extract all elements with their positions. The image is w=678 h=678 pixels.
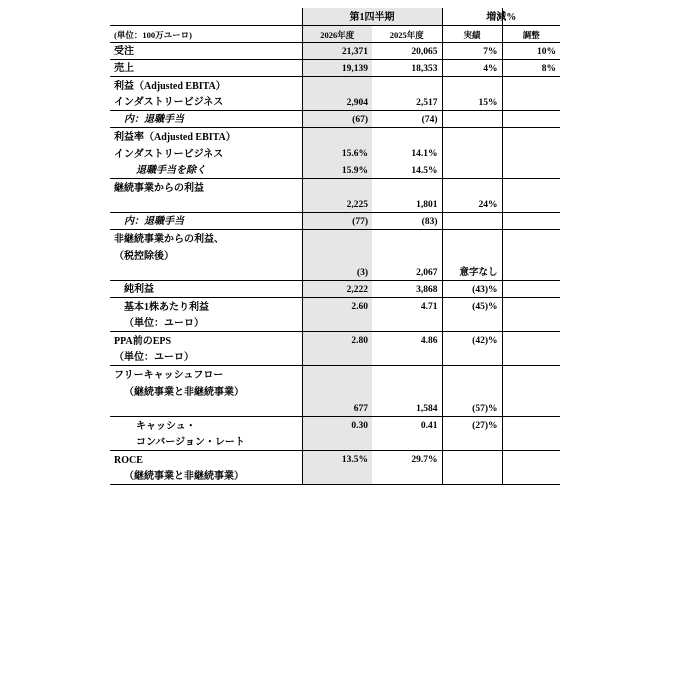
cell-change-actual: 4%: [442, 59, 502, 76]
row-label: PPA前のEPS: [110, 331, 302, 348]
cell-previous-period: 4.71: [372, 297, 442, 314]
cell-change-actual: (42)%: [472, 336, 498, 347]
cell-change-adjusted: [502, 399, 560, 416]
cell-change-adjusted: [502, 467, 560, 484]
cell-current-period: 677: [302, 399, 372, 416]
cell-current-period: 2,222: [302, 280, 372, 297]
cell-previous-period: 20,065: [372, 42, 442, 59]
table-row: [110, 161, 560, 178]
cell-change-actual: [442, 212, 502, 229]
cell-change-adjusted: [502, 127, 560, 144]
cell-change-actual: (57)%: [442, 399, 502, 416]
table-row: [110, 195, 560, 212]
cell-current-period: [302, 76, 372, 93]
table-header-columns-row: [110, 25, 560, 42]
vertical-rule-label: [302, 8, 303, 485]
row-label: 基本1株あたり利益: [110, 297, 302, 314]
row-label: 非継続事業からの利益、: [110, 229, 302, 246]
cell-current-period: [302, 433, 372, 450]
cell-change-adjusted: [502, 246, 560, 263]
cell-previous-period: 1,801: [372, 195, 442, 212]
row-label: 継続事業からの利益: [110, 178, 302, 195]
header-unit-label: (単位：100万ユーロ): [110, 25, 302, 42]
cell-previous-period: [372, 365, 442, 382]
table-row: [110, 348, 560, 365]
table-row: [110, 59, 560, 76]
cell-change-actual: [442, 467, 502, 484]
cell-previous-period: 3,868: [372, 280, 442, 297]
cell-change-actual: 15%: [442, 93, 502, 110]
cell-change-adjusted: [502, 365, 560, 382]
row-label: （単位：ユーロ）: [110, 348, 302, 365]
cell-change-actual: [442, 348, 502, 365]
cell-change-actual: [442, 433, 502, 450]
cell-change-actual: [442, 161, 502, 178]
cell-change-adjusted: [502, 348, 560, 365]
cell-change-actual: [442, 314, 502, 331]
cell-change-adjusted: [502, 178, 560, 195]
cell-change-actual: [442, 246, 502, 263]
cell-current-period: (77): [302, 212, 372, 229]
table-body: [110, 8, 560, 484]
cell-current-period: 2.60: [302, 297, 372, 314]
table-row: [110, 144, 560, 161]
cell-current-period: 19,139: [302, 59, 372, 76]
cell-current-period: 0.30: [302, 416, 372, 433]
row-label: [110, 195, 302, 212]
cell-previous-period: 2,067: [372, 263, 442, 280]
cell-current-period: 13.5%: [302, 450, 372, 467]
cell-current-period: 2,904: [302, 93, 372, 110]
cell-current-period: (67): [302, 110, 372, 127]
row-label: 退職手当を除く: [110, 161, 302, 178]
cell-current-period: 2,225: [302, 195, 372, 212]
cell-change-actual: 7%: [442, 42, 502, 59]
table-row: [110, 110, 560, 127]
cell-change-adjusted: [502, 195, 560, 212]
cell-change-adjusted: [502, 161, 560, 178]
table-row: [110, 331, 560, 348]
cell-current-period: [302, 314, 372, 331]
table-row: [110, 382, 560, 399]
row-label: 売上: [110, 59, 302, 76]
table-row: [110, 212, 560, 229]
row-label: コンバージョン・レート: [110, 433, 302, 450]
table-row: [110, 93, 560, 110]
table-row: [110, 450, 560, 467]
cell-current-period: [302, 348, 372, 365]
table-row: [110, 399, 560, 416]
cell-change-actual: [442, 178, 502, 195]
row-label: ROCE: [110, 450, 302, 467]
table-row: [110, 280, 560, 297]
cell-change-adjusted: [502, 76, 560, 93]
table-row: [110, 76, 560, 93]
cell-change-adjusted: [502, 229, 560, 246]
cell-previous-period: [372, 314, 442, 331]
cell-current-period: [302, 365, 372, 382]
cell-change-adjusted: [502, 382, 560, 399]
cell-change-adjusted: [502, 280, 560, 297]
row-label: 純利益: [110, 280, 302, 297]
cell-previous-period: [372, 433, 442, 450]
table-row: [110, 42, 560, 59]
header-col-previous: 2025年度: [372, 25, 442, 42]
row-label: （継続事業と非継続事業）: [110, 467, 302, 484]
table-row: [110, 297, 560, 314]
cell-change-actual: [442, 110, 502, 127]
cell-change-actual: [442, 382, 502, 399]
table-row: [110, 178, 560, 195]
cell-change-adjusted: [502, 212, 560, 229]
vertical-rule-adj: [502, 8, 503, 485]
cell-previous-period: 14.5%: [372, 161, 442, 178]
vertical-rule-prev: [442, 8, 443, 485]
row-label: フリーキャッシュフロー: [110, 365, 302, 382]
cell-change-adjusted: [502, 144, 560, 161]
header-col-adjusted: 調整: [502, 25, 560, 42]
header-group-left: [110, 8, 302, 25]
cell-change-adjusted: [502, 297, 560, 314]
cell-previous-period: (74): [372, 110, 442, 127]
cell-previous-period: 4.86: [372, 331, 442, 348]
cell-change-actual: [442, 127, 502, 144]
cell-change-adjusted: [502, 331, 560, 348]
cell-change-actual: 24%: [442, 195, 502, 212]
cell-current-period: [302, 467, 372, 484]
row-label: 内：退職手当: [110, 110, 302, 127]
cell-change-adjusted: [502, 450, 560, 467]
cell-previous-period: [372, 178, 442, 195]
header-group-quarter: 第1四半期: [302, 8, 442, 25]
header-col-actual: 実績: [442, 25, 502, 42]
cell-change-actual: [442, 76, 502, 93]
cell-change-actual: [442, 144, 502, 161]
row-label: （単位：ユーロ）: [110, 314, 302, 331]
row-label: 利益（Adjusted EBITA）: [110, 76, 302, 93]
cell-current-period: 2.80: [302, 331, 372, 348]
table-row: [110, 127, 560, 144]
cell-change-adjusted: [502, 433, 560, 450]
cell-previous-period: 0.41: [372, 416, 442, 433]
row-label: キャッシュ・: [110, 416, 302, 433]
cell-previous-period: 2,517: [372, 93, 442, 110]
financial-summary-table: [110, 8, 560, 485]
cell-current-period: (3): [302, 263, 372, 280]
table-header-group-row: [110, 8, 560, 25]
cell-change-adjusted: [502, 314, 560, 331]
cell-change-adjusted: 10%: [502, 42, 560, 59]
cell-previous-period: [372, 467, 442, 484]
table-row: [110, 467, 560, 484]
cell-previous-period: [372, 348, 442, 365]
row-label: インダストリービジネス: [110, 144, 302, 161]
cell-current-period: 21,371: [302, 42, 372, 59]
row-label: （継続事業と非継続事業）: [110, 382, 302, 399]
cell-current-period: [302, 246, 372, 263]
row-label: （税控除後）: [110, 246, 302, 263]
cell-change-actual: [442, 229, 502, 246]
cell-previous-period: [372, 229, 442, 246]
cell-current-period: [302, 178, 372, 195]
cell-previous-period: [372, 382, 442, 399]
table-row: [110, 416, 560, 433]
row-label: [110, 263, 302, 280]
cell-previous-period: [372, 76, 442, 93]
cell-previous-period: 1,584: [372, 399, 442, 416]
cell-change-adjusted: 8%: [502, 59, 560, 76]
row-label: 利益率（Adjusted EBITA）: [110, 127, 302, 144]
cell-previous-period: 14.1%: [372, 144, 442, 161]
cell-previous-period: [372, 127, 442, 144]
cell-change-actual: [442, 450, 502, 467]
cell-change-actual: [442, 365, 502, 382]
cell-change-actual: (43)%: [442, 280, 502, 297]
cell-previous-period: (83): [372, 212, 442, 229]
cell-change-adjusted: [502, 416, 560, 433]
cell-change-adjusted: [502, 93, 560, 110]
row-label: 内：退職手当: [110, 212, 302, 229]
row-label: 受注: [110, 42, 302, 59]
table-row: [110, 314, 560, 331]
cell-previous-period: 29.7%: [372, 450, 442, 467]
cell-current-period: [302, 229, 372, 246]
cell-previous-period: 18,353: [372, 59, 442, 76]
cell-change-actual: (45)%: [472, 302, 498, 313]
table-row: [110, 229, 560, 246]
cell-current-period: 15.6%: [302, 144, 372, 161]
header-col-current: 2026年度: [302, 25, 372, 42]
cell-change-actual: 意字なし: [442, 263, 502, 280]
row-label: [110, 399, 302, 416]
table-row: [110, 365, 560, 382]
table-row: [110, 246, 560, 263]
table-row: [110, 263, 560, 280]
table-row: [110, 433, 560, 450]
cell-current-period: 15.9%: [302, 161, 372, 178]
cell-previous-period: [372, 246, 442, 263]
cell-current-period: [302, 382, 372, 399]
cell-current-period: [302, 127, 372, 144]
cell-change-actual: (27)%: [472, 421, 498, 432]
header-group-change: 増減%: [442, 8, 560, 25]
cell-change-adjusted: [502, 110, 560, 127]
cell-change-adjusted: [502, 263, 560, 280]
row-label: インダストリービジネス: [110, 93, 302, 110]
